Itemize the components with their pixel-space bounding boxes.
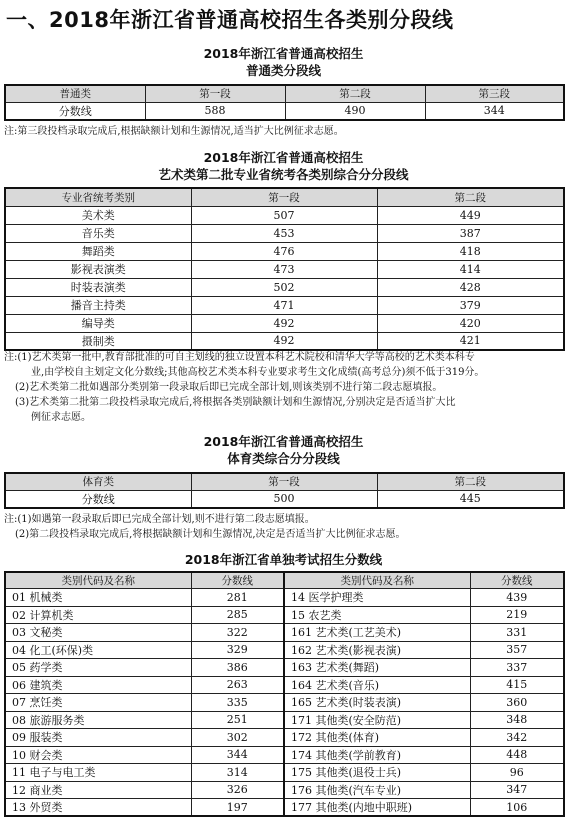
table-row — [5, 764, 564, 782]
single-cell: 176 其他类(汽车专业) — [284, 781, 470, 799]
single-cell: 326 — [191, 781, 284, 799]
art-cell: 420 — [377, 314, 564, 332]
general-cell: 588 — [145, 102, 285, 120]
art-cell: 387 — [377, 224, 564, 242]
pe-cell: 分数线 — [5, 490, 191, 508]
single-cell: 329 — [191, 641, 284, 659]
single-cell: 219 — [470, 606, 564, 624]
pe-header-row — [5, 473, 564, 490]
table-row — [5, 641, 564, 659]
art-cell: 美术类 — [5, 206, 191, 224]
table-row — [5, 332, 564, 350]
single-cell: 171 其他类(安全防范) — [284, 711, 470, 729]
table-row — [5, 589, 564, 607]
single-table — [4, 571, 565, 817]
art-cell: 507 — [191, 206, 377, 224]
single-cell: 01 机械类 — [5, 589, 191, 607]
note-line: (3)艺术类第二批第二段投档录取完成后,将根据各类别缺额计划和生源情况,分别决定是否适当扩大比 — [15, 397, 456, 408]
pe-cell: 445 — [377, 490, 564, 508]
art-header-row — [5, 188, 564, 206]
single-cell: 15 农艺类 — [284, 606, 470, 624]
table-row — [5, 224, 564, 242]
art-cell: 473 — [191, 260, 377, 278]
general-header-row — [5, 85, 564, 102]
general-table — [4, 84, 565, 121]
single-cell: 197 — [191, 799, 284, 817]
note-line: 注:(1)如遇第一段录取后即已完成全部计划,则不进行第二段志愿填报。 — [4, 514, 315, 525]
table-row — [5, 278, 564, 296]
general-header-cell: 第二段 — [285, 85, 425, 102]
single-cell: 14 医学护理类 — [284, 589, 470, 607]
art-cell: 492 — [191, 332, 377, 350]
single-cell: 12 商业类 — [5, 781, 191, 799]
single-cell: 106 — [470, 799, 564, 817]
note-line: (2)艺术类第二批如遇部分类别第一段录取后即已完成全部计划,则该类别不进行第二段志愿填报。 — [15, 382, 443, 393]
single-cell: 165 艺术类(时装表演) — [284, 694, 470, 712]
single-cell: 347 — [470, 781, 564, 799]
art-cell: 舞蹈类 — [5, 242, 191, 260]
table-row — [5, 314, 564, 332]
single-title: 2018年浙江省单独考试招生分数线 — [184, 552, 383, 567]
single-cell: 322 — [191, 624, 284, 642]
art-title-2: 艺术类第二批专业省统考各类别综合分分段线 — [158, 167, 409, 182]
note-line: (2)第二段投档录取完成后,将根据缺额计划和生源情况,决定是否适当扩大比例征求志愿。 — [15, 529, 406, 540]
art-cell: 音乐类 — [5, 224, 191, 242]
table-row — [5, 606, 564, 624]
general-header-cell: 普通类 — [5, 85, 145, 102]
table-row — [5, 624, 564, 642]
single-cell: 439 — [470, 589, 564, 607]
single-cell: 09 服装类 — [5, 729, 191, 747]
single-cell: 175 其他类(退役士兵) — [284, 764, 470, 782]
table-row — [5, 694, 564, 712]
art-notes — [4, 350, 563, 425]
art-cell: 时装表演类 — [5, 278, 191, 296]
single-cell: 360 — [470, 694, 564, 712]
single-cell: 161 艺术类(工艺美术) — [284, 624, 470, 642]
single-cell: 344 — [191, 746, 284, 764]
single-cell: 96 — [470, 764, 564, 782]
table-row — [5, 242, 564, 260]
single-header-row — [5, 572, 564, 589]
single-cell: 07 烹饪类 — [5, 694, 191, 712]
single-header-cell: 分数线 — [470, 572, 564, 589]
single-cell: 386 — [191, 659, 284, 677]
table-row — [5, 296, 564, 314]
single-cell: 164 艺术类(音乐) — [284, 676, 470, 694]
art-cell: 428 — [377, 278, 564, 296]
pe-title-2: 体育类综合分分段线 — [227, 451, 340, 466]
table-row — [5, 676, 564, 694]
note-line: 注:第三段投档录取完成后,根据缺额计划和生源情况,适当扩大比例征求志愿。 — [4, 126, 344, 137]
art-header-cell: 第二段 — [377, 188, 564, 206]
art-header-cell: 第一段 — [191, 188, 377, 206]
general-title-2: 普通类分段线 — [245, 63, 321, 78]
single-cell: 285 — [191, 606, 284, 624]
pe-notes — [4, 512, 563, 542]
single-cell: 335 — [191, 694, 284, 712]
single-cell: 415 — [470, 676, 564, 694]
art-cell: 492 — [191, 314, 377, 332]
single-cell: 314 — [191, 764, 284, 782]
table-row — [5, 781, 564, 799]
pe-title-1: 2018年浙江省普通高校招生 — [203, 434, 364, 449]
pe-header-cell: 体育类 — [5, 473, 191, 490]
single-cell: 03 文秘类 — [5, 624, 191, 642]
single-cell: 177 其他类(内地中职班) — [284, 799, 470, 817]
table-row — [5, 729, 564, 747]
single-header-cell: 分数线 — [191, 572, 284, 589]
general-header-cell: 第三段 — [425, 85, 564, 102]
table-row — [5, 746, 564, 764]
single-header-cell: 类别代码及名称 — [284, 572, 470, 589]
single-cell: 337 — [470, 659, 564, 677]
single-cell: 348 — [470, 711, 564, 729]
single-cell: 163 艺术类(舞蹈) — [284, 659, 470, 677]
single-cell: 342 — [470, 729, 564, 747]
table-row — [5, 659, 564, 677]
single-cell: 331 — [470, 624, 564, 642]
art-cell: 453 — [191, 224, 377, 242]
art-cell: 471 — [191, 296, 377, 314]
single-cell: 174 其他类(学前教育) — [284, 746, 470, 764]
single-cell: 172 其他类(体育) — [284, 729, 470, 747]
single-cell: 263 — [191, 676, 284, 694]
art-cell: 摄制类 — [5, 332, 191, 350]
art-cell: 播音主持类 — [5, 296, 191, 314]
table-row — [5, 799, 564, 817]
art-cell: 379 — [377, 296, 564, 314]
note-line: 业,由学校自主划定文化分数线;其他高校艺术类本科专业要求考生文化成绩(高考总分)须不低于319分。 — [31, 367, 485, 378]
art-title-1: 2018年浙江省普通高校招生 — [203, 150, 364, 165]
general-note — [4, 124, 563, 139]
general-cell: 490 — [285, 102, 425, 120]
art-cell: 502 — [191, 278, 377, 296]
general-header-cell: 第一段 — [145, 85, 285, 102]
single-cell: 05 药学类 — [5, 659, 191, 677]
single-cell: 13 外贸类 — [5, 799, 191, 817]
art-cell: 418 — [377, 242, 564, 260]
art-cell: 影视表演类 — [5, 260, 191, 278]
note-line: 注:(1)艺术类第一批中,教育部批准的可自主划线的独立设置本科艺术院校和清华大学等高校的艺术类本科专 — [4, 352, 475, 363]
single-cell: 06 建筑类 — [5, 676, 191, 694]
general-cell: 分数线 — [5, 102, 145, 120]
single-cell: 448 — [470, 746, 564, 764]
art-cell: 414 — [377, 260, 564, 278]
table-row — [5, 490, 564, 508]
art-cell: 编导类 — [5, 314, 191, 332]
art-cell: 476 — [191, 242, 377, 260]
pe-cell: 500 — [191, 490, 377, 508]
single-cell: 302 — [191, 729, 284, 747]
note-line: 例征求志愿。 — [31, 412, 91, 423]
table-row — [5, 260, 564, 278]
single-cell: 357 — [470, 641, 564, 659]
single-cell: 281 — [191, 589, 284, 607]
single-cell: 04 化工(环保)类 — [5, 641, 191, 659]
pe-header-cell: 第二段 — [377, 473, 564, 490]
table-row — [5, 711, 564, 729]
art-cell: 449 — [377, 206, 564, 224]
general-title-1: 2018年浙江省普通高校招生 — [203, 46, 364, 61]
single-cell: 251 — [191, 711, 284, 729]
single-header-cell: 类别代码及名称 — [5, 572, 191, 589]
art-table — [4, 187, 565, 351]
single-cell: 10 财会类 — [5, 746, 191, 764]
art-header-cell: 专业省统考类别 — [5, 188, 191, 206]
main-title: 一、2018年浙江省普通高校招生各类别分段线 — [6, 8, 454, 32]
single-cell: 162 艺术类(影视表演) — [284, 641, 470, 659]
pe-header-cell: 第一段 — [191, 473, 377, 490]
general-cell: 344 — [425, 102, 564, 120]
art-cell: 421 — [377, 332, 564, 350]
table-row — [5, 102, 564, 120]
single-cell: 11 电子与电工类 — [5, 764, 191, 782]
single-cell: 02 计算机类 — [5, 606, 191, 624]
single-cell: 08 旅游服务类 — [5, 711, 191, 729]
table-row — [5, 206, 564, 224]
pe-table — [4, 472, 565, 509]
